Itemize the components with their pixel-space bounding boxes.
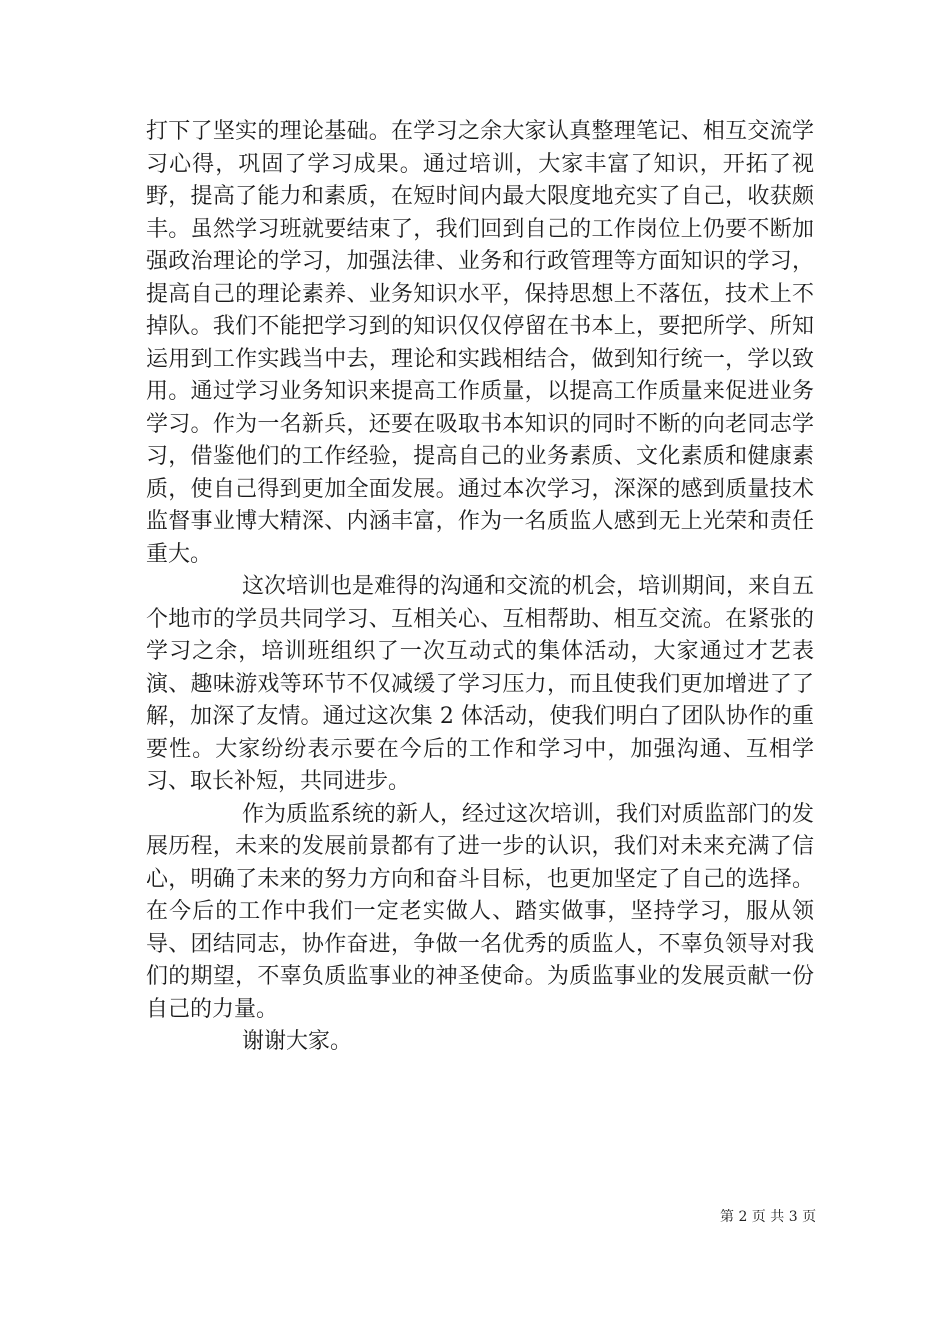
closing-thanks: 谢谢大家。 [242, 1029, 353, 1054]
paragraph-3: 作为质监系统的新人，经过这次培训，我们对质监部门的发展历程，未来的发展前景都有了进一步的认识，我们对未来充满了信心，明确了未来的努力方向和奋斗目标，也更加坚定了自己的选择。在今后的工作中我们一定老实做人、踏实做事，坚持学习，服从领导、团结同志，协作奋进，争做一名优秀的质监人，不辜负领导对我们的期望，不辜负质监事业的神圣使命。为质监事业的发展贡献一份自己的力量。 [146, 801, 815, 1022]
document-body [146, 116, 814, 1059]
paragraph-1: 打下了坚实的理论基础。在学习之余大家认真整理笔记、相互交流学习心得，巩固了学习成果。通过培训，大家丰富了知识，开拓了视野，提高了能力和素质，在短时间内最大限度地充实了自己，收获颇丰。虽然学习班就要结束了，我们回到自己的工作岗位上仍要不断加强政治理论的学习，加强法律、业务和行政管理等方面知识的学习，提高自己的理论素养、业务知识水平，保持思想上不落伍，技术上不掉队。我们不能把学习到的知识仅仅停留在书本上，要把所学、所知运用到工作实践当中去，理论和实践相结合，做到知行统一，学以致用。通过学习业务知识来提高工作质量，以提高工作质量来促进业务学习。作为一名新兵，还要在吸取书本知识的同时不断的向老同志学习，借鉴他们的工作经验，提高自己的业务素质、文化素质和健康素质，使自己得到更加全面发展。通过本次学习，深深的感到质量技术监督事业博大精深、内涵丰富，作为一名质监人感到无上光荣和责任重大。 [146, 119, 814, 567]
page-number-footer: 第 2 页 共 3 页 [720, 1209, 817, 1225]
paragraph-2: 这次培训也是难得的沟通和交流的机会，培训期间，来自五个地市的学员共同学习、互相关心、互相帮助、相互交流。在紧张的学习之余，培训班组织了一次互动式的集体活动，大家通过才艺表演、趣味游戏等环节不仅减缓了学习压力，而且使我们更加增进了了解，加深了友情。通过这次集 2 体活动，使我们明白了团队协作的重要性。大家纷纷表示要在今后的工作和学习中，加强沟通、互相学习、取长补短，共同进步。 [146, 574, 815, 794]
